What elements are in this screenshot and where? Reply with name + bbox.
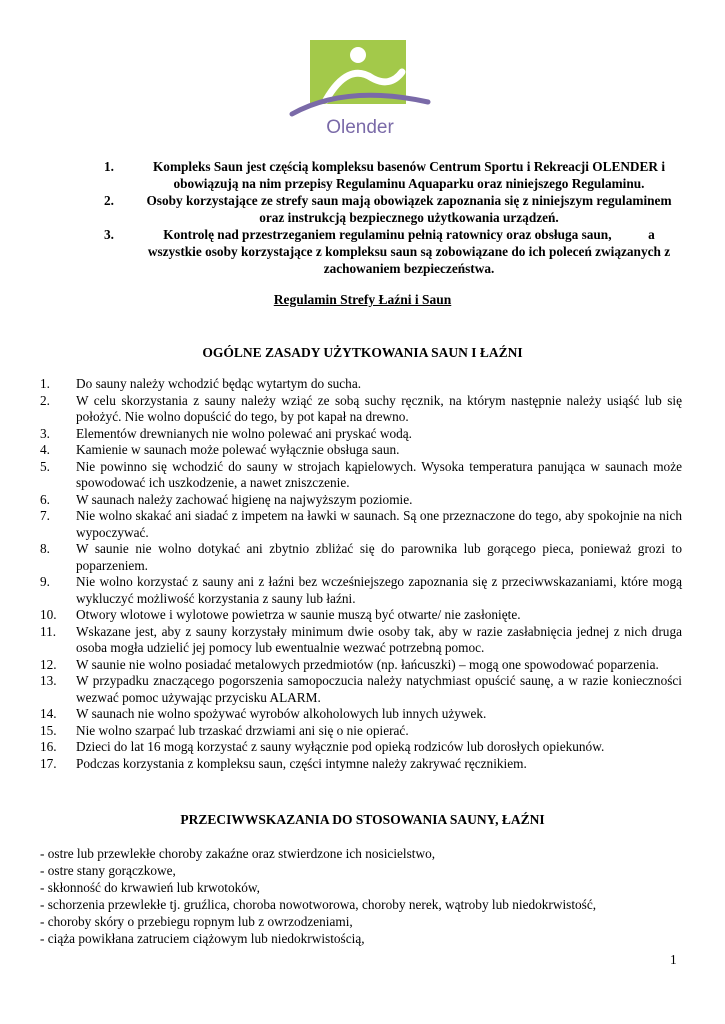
intro-number: 1. [104, 159, 114, 174]
rule-item: 15. Nie wolno szarpać lub trzaskać drzwiami ani się o nie opierać. [40, 722, 409, 738]
olender-logo [286, 40, 434, 140]
intro-item [40, 226, 696, 277]
rule-item: 5. Nie powinno się wchodzić do sauny w strojach kąpielowych. Wysoka temperatura panująca w saunach może spowodować ich uszkodzenie, a nawet zniszczenie. [40, 458, 682, 490]
section-title: Regulamin Strefy Łaźni i Saun [273, 292, 452, 307]
intro-line: wszystkie osoby korzystające z kompleksu saun są zobowiązane do ich poleceń związanych z [147, 244, 671, 259]
rule-item: 11. Wskazane jest, aby z sauny korzystały minimum dwie osoby tak, aby w razie zasłabnięcia jednej z nich druga osoba mogła udzielić jej pomocy lub ewentualnie wezwać potrzebną pomoc. [40, 623, 682, 655]
rule-item: 1. Do sauny należy wchodzić będąc wytartym do sucha. [40, 376, 362, 391]
olender-logo-graphic [286, 40, 434, 140]
page-number: 1 [670, 952, 677, 967]
contraindication-item: - schorzenia przewlekłe tj. gruźlica, choroba nowotworowa, choroby nerek, wątroby lub niedokrwistość, [40, 897, 597, 912]
intro-line: zachowaniem bezpieczeństwa. [323, 261, 495, 276]
rule-item: 10. Otwory wlotowe i wylotowe powietrza w saunie muszą być otwarte/ nie zasłonięte. [40, 607, 521, 622]
intro-section [40, 158, 696, 277]
rule-item: 17. Podczas korzystania z kompleksu saun, części intymne należy zakrywać ręcznikiem. [40, 755, 527, 771]
rule-item: 4. Kamienie w saunach może polewać wyłącznie obsługa saun. [40, 442, 400, 457]
contraindication-item: - choroby skóry o przebiegu ropnym lub z owrzodzeniami, [40, 914, 353, 929]
intro-number: 2. [104, 193, 114, 208]
rule-item: 9. Nie wolno korzystać z sauny ani z łaźni bez wcześniejszego zapoznania się z przeciwwskazaniami, które mogą wykluczyć możliwość korzystania z sauny lub łaźni. [40, 574, 682, 606]
intro-line: obowiązują na nim przepisy Regulaminu Aquaparku oraz niniejszego Regulaminu. [173, 176, 645, 191]
rule-item: 3. Elementów drewnianych nie wolno polewać ani pryskać wodą. [40, 425, 413, 441]
contraindications-title: PRZECIWWSKAZANIA DO STOSOWANIA SAUNY, ŁAŹNI [180, 812, 545, 827]
contraindication-item: - skłonność do krwawień lub krwotoków, [40, 880, 260, 895]
rule-item: 14. W saunach nie wolno spożywać wyrobów alkoholowych lub innych używek. [40, 706, 487, 721]
intro-line: oraz instrukcją bezpiecznego użytkowania urządzeń. [259, 210, 559, 225]
intro-item [40, 192, 696, 226]
rule-item: 2. W celu skorzystania z sauny należy wziąć ze sobą suchy ręcznik, na którym następnie należy usiąść lub się położyć. Nie wolno dopuścić do tego, by pot kapał na drewno. [40, 392, 682, 424]
rules-list [40, 376, 682, 772]
rule-item: 6. W saunach należy zachować higienę na najwyższym poziomie. [40, 491, 413, 507]
contraindication-item: - ciąża powikłana zatruciem ciążowym lub niedokrwistością, [40, 931, 365, 946]
logo-text: Olender [326, 117, 394, 138]
contraindications-list [40, 845, 682, 947]
intro-line: Osoby korzystające ze strefy saun mają obowiązek zapoznania się z niniejszym regulaminem [146, 193, 672, 208]
rule-item: 8. W saunie nie wolno dotykać ani zbytnio zbliżać się do parownika lub gorącego pieca, ponieważ grozi to poparzeniem. [40, 541, 682, 573]
intro-line: Kompleks Saun jest częścią kompleksu basenów Centrum Sportu i Rekreacji OLENDER i [152, 159, 666, 174]
rule-item: 7. Nie wolno skakać ani siadać z impetem na ławki w saunach. Są one przeznaczone do tego, aby spokojnie na nich wypoczywać. [40, 508, 682, 540]
intro-item [40, 158, 696, 192]
general-rules-title: OGÓLNE ZASADY UŻYTKOWANIA SAUN I ŁAŹNI [202, 345, 523, 360]
contraindication-item: - ostre stany gorączkowe, [40, 863, 176, 878]
intro-number: 3. [104, 227, 114, 242]
rule-item: 12. W saunie nie wolno posiadać metalowych przedmiotów (np. łańcuszki) – mogą one spowodować poparzenia. [40, 656, 659, 672]
contraindication-item: - ostre lub przewlekłe choroby zakaźne oraz stwierdzone ich nosicielstwo, [40, 846, 436, 861]
intro-line: Kontrolę nad przestrzeganiem regulaminu pełnią ratownicy oraz obsługa saun, a [163, 227, 655, 242]
rule-item: 16. Dzieci do lat 16 mogą korzystać z sauny wyłącznie pod opieką rodziców lub dorosłych opiekunów. [40, 739, 605, 754]
rule-item: 13. W przypadku znaczącego pogorszenia samopoczucia należy natychmiast opuścić saunę, a w razie konieczności wezwać pomoc używając przycisku ALARM. [40, 673, 682, 705]
